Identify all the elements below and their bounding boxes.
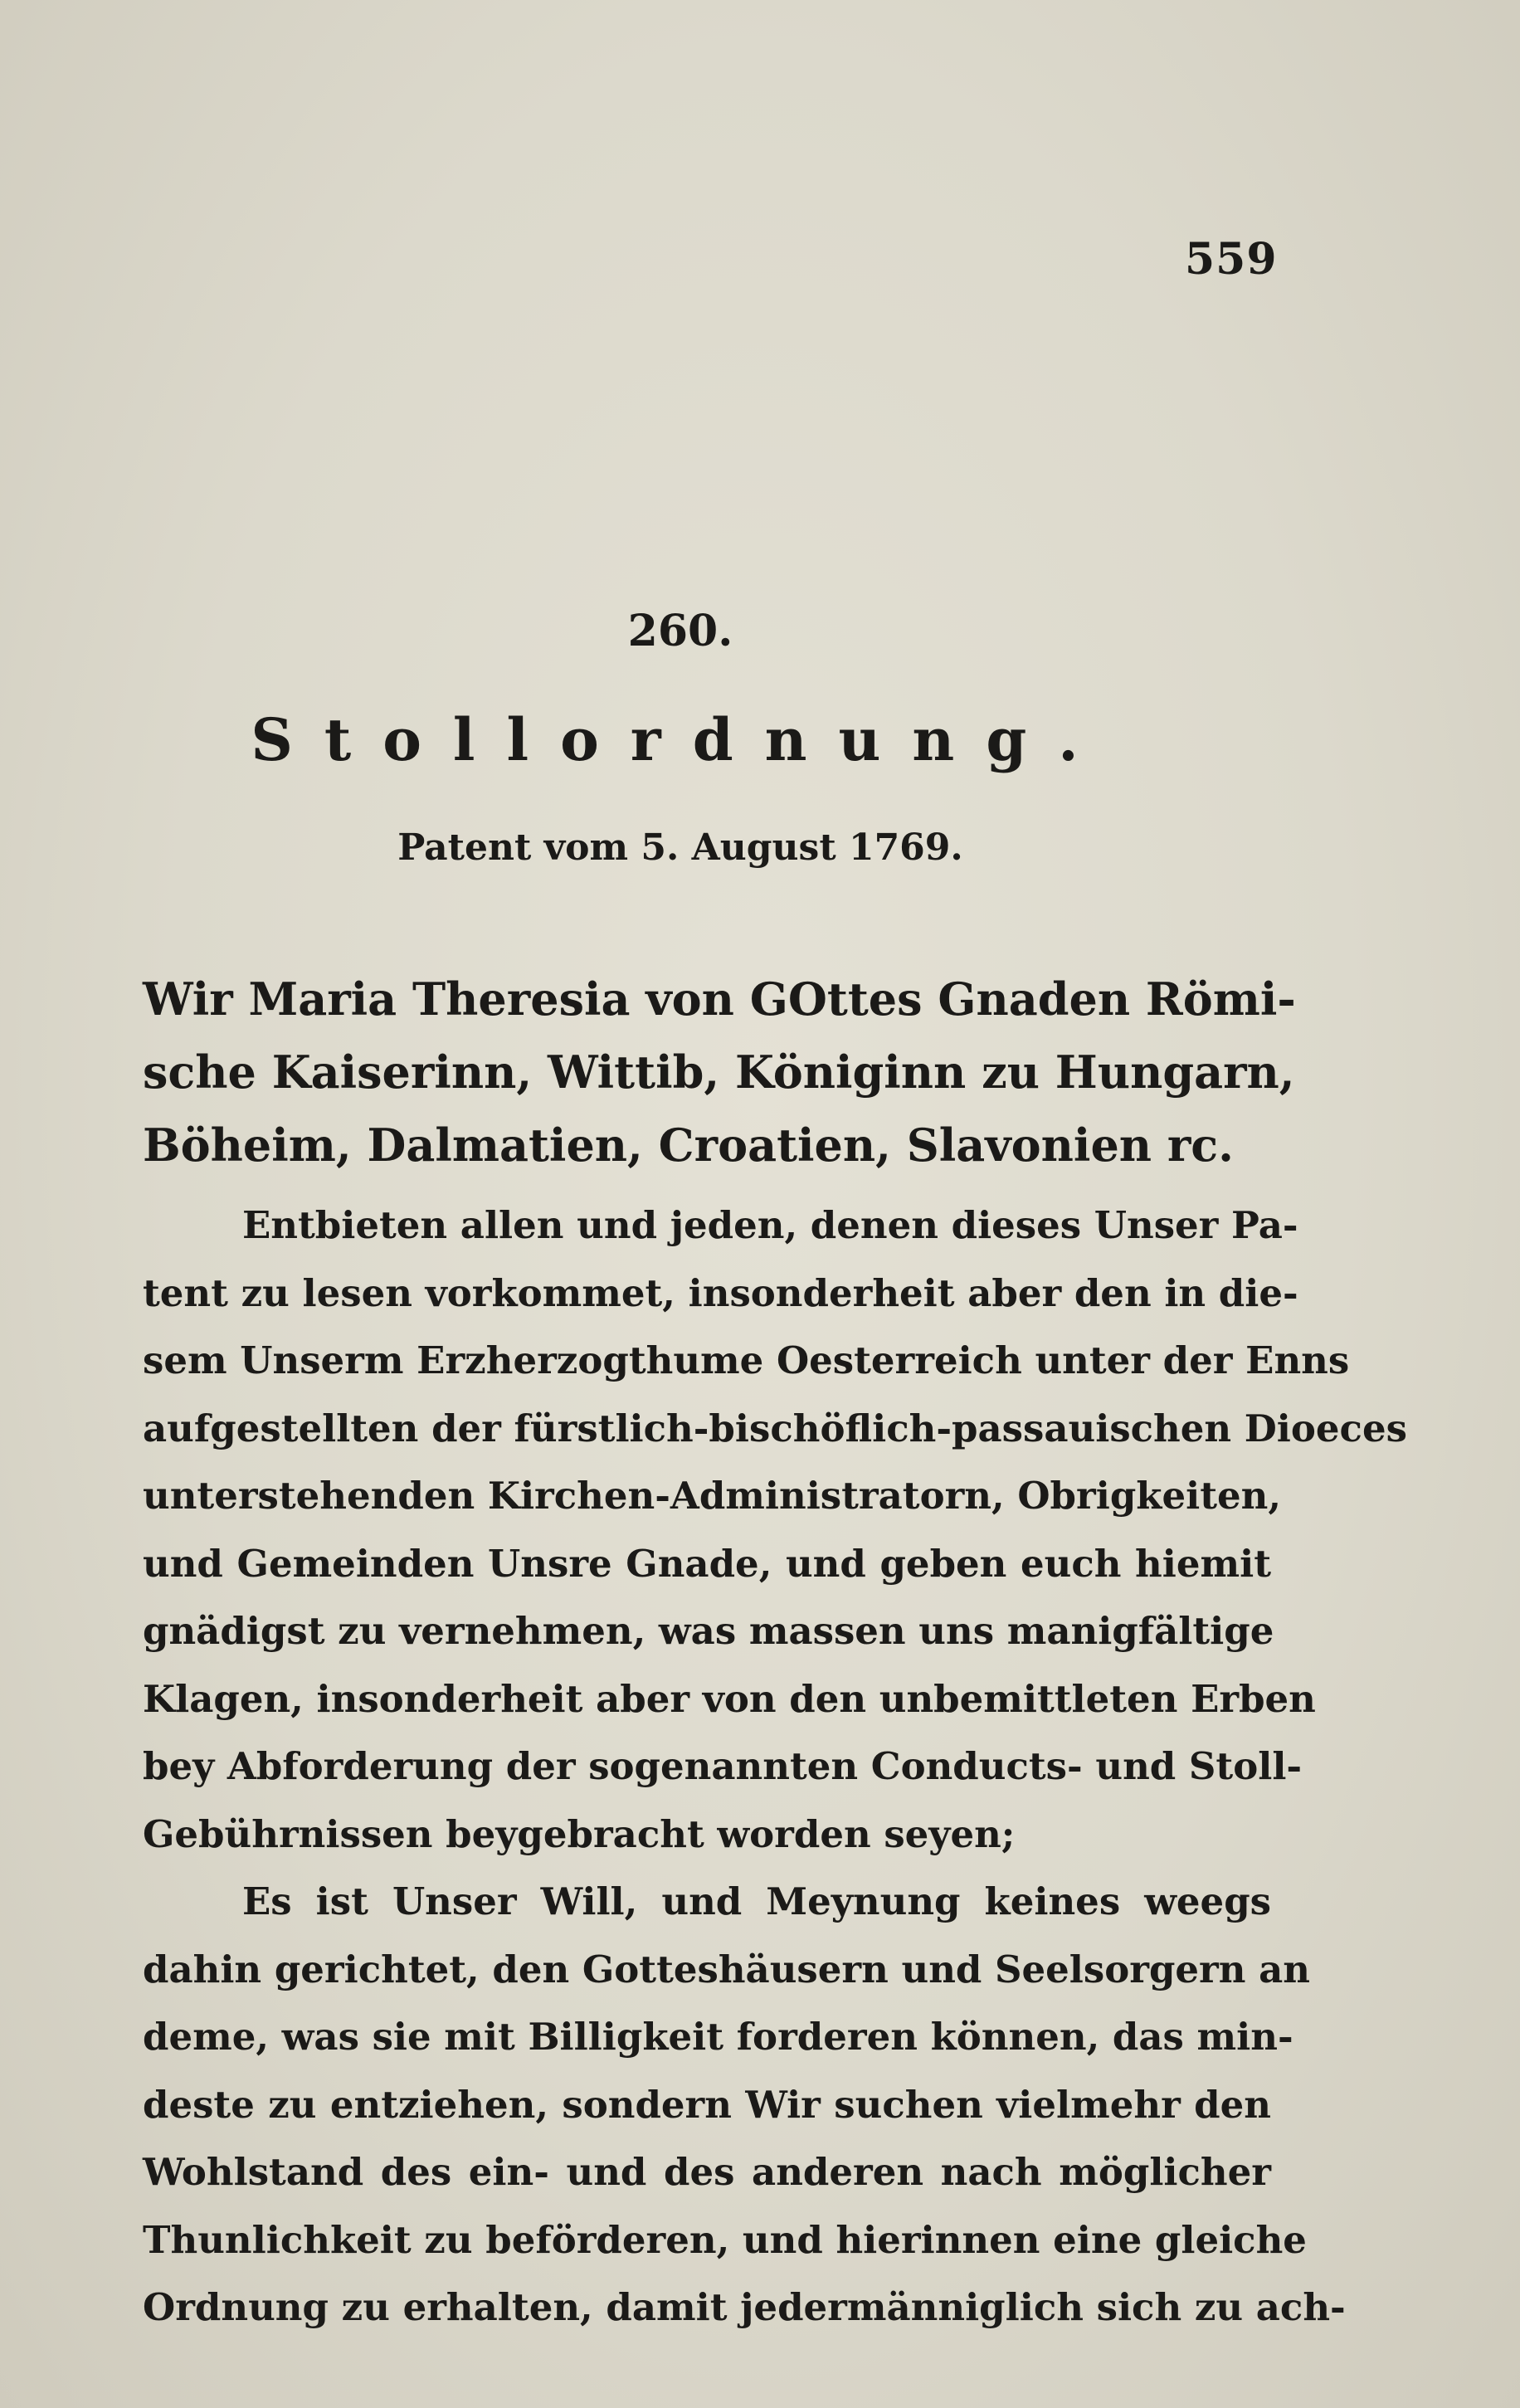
opening-paragraph (143, 963, 1296, 1182)
text-line: bey Abforderung der sogenannten Conducts- und Stoll- (143, 1744, 1303, 1788)
text-line: und Gemeinden Unsre Gnade, und geben euch hiemit (143, 1541, 1271, 1586)
text-line: Entbieten allen und jeden, denen dieses Unser Pa- (242, 1203, 1298, 1247)
text-line: Wir Maria Theresia von GOttes Gnaden Römi- (143, 972, 1296, 1026)
text-line: Es ist Unser Will, und Meynung keines weegs (242, 1879, 1271, 1923)
page-number: 559 (1185, 234, 1278, 285)
text-line: Thunlichkeit zu beförderen, und hierinnen eine gleiche (143, 2217, 1307, 2262)
text-line: sem Unserm Erzherzogthume Oesterreich unter der Enns (143, 1338, 1350, 1382)
section-title: Stollordnung. (251, 705, 1110, 774)
text-line: Wohlstand des ein- und des anderen nach möglicher (143, 2150, 1271, 2194)
text-line: gnädigst zu vernehmen, was massen uns manigfältige (143, 1609, 1274, 1653)
text-line: unterstehenden Kirchen-Administratorn, Obrigkeiten, (143, 1474, 1281, 1518)
text-line: Böheim, Dalmatien, Croatien, Slavonien rc. (143, 1119, 1234, 1172)
text-line: Klagen, insonderheit aber von den unbemittleten Erben (143, 1676, 1316, 1721)
text-line: tent zu lesen vorkommet, insonderheit aber den in die- (143, 1270, 1298, 1315)
text-line: aufgestellten der fürstlich-bischöflich-passauischen Dioeces (143, 1406, 1407, 1450)
text-line: Ordnung zu erhalten, damit jedermänniglich sich zu ach- (143, 2285, 1346, 2329)
text-line: Gebührnissen beygebracht worden seyen; (143, 1811, 1016, 1856)
body-text (143, 1192, 1407, 2342)
text-line: deste zu entziehen, sondern Wir suchen vielmehr den (143, 2082, 1271, 2127)
text-line: sche Kaiserinn, Wittib, Königinn zu Hungarn, (143, 1046, 1295, 1099)
section-number: 260. (627, 606, 733, 656)
text-line: deme, was sie mit Billigkeit forderen können, das min- (143, 2015, 1293, 2059)
subtitle: Patent vom 5. August 1769. (397, 826, 963, 869)
text-line: dahin gerichtet, den Gotteshäusern und Seelsorgern an (143, 1947, 1311, 1991)
